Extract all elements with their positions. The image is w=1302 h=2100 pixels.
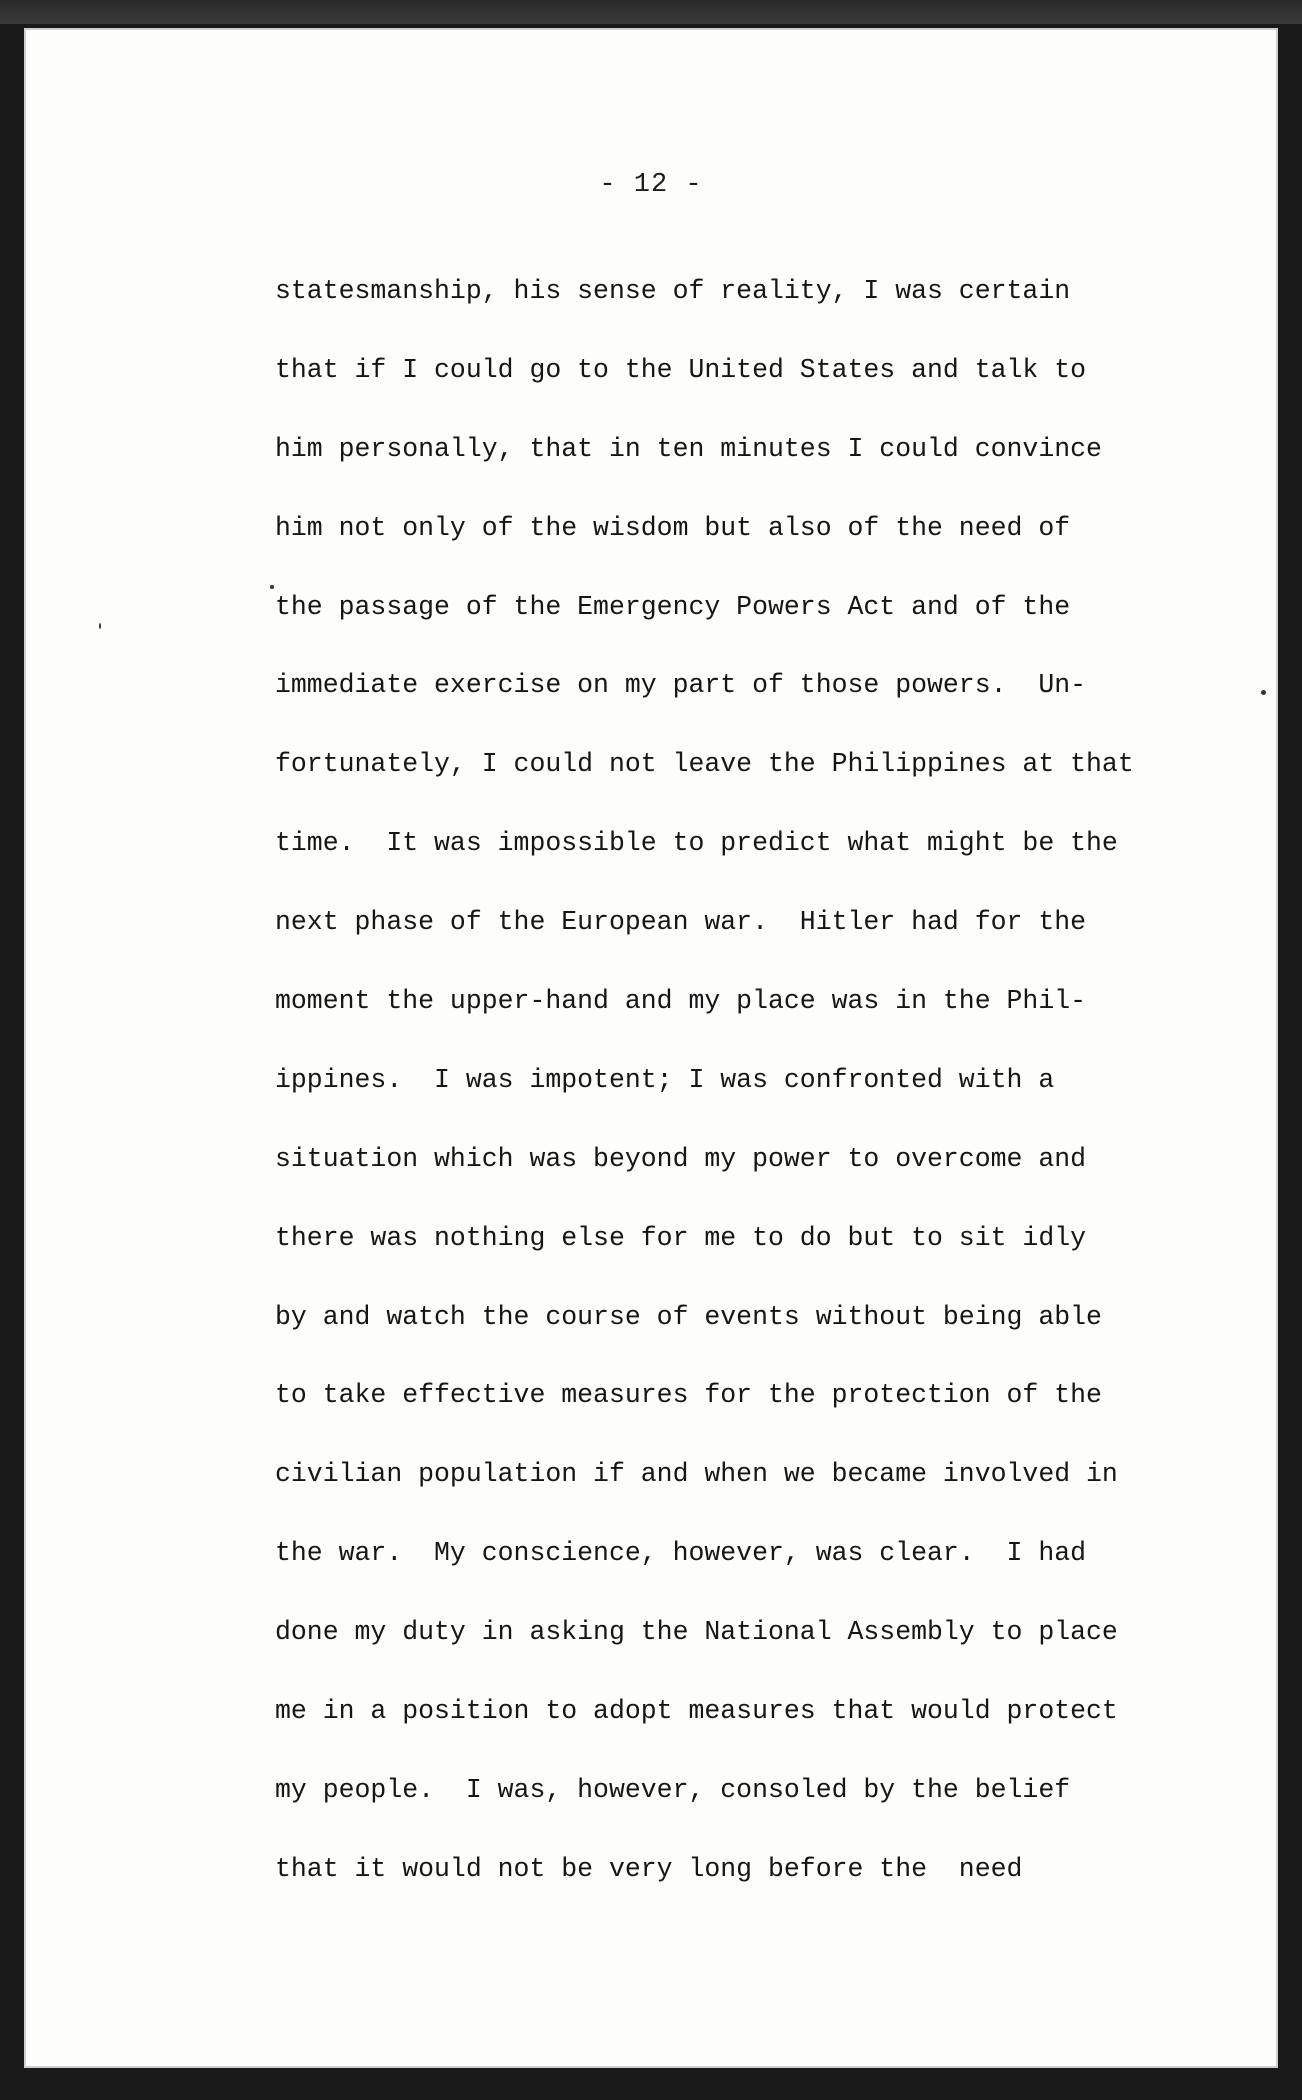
text-line: that if I could go to the United States and talk to — [275, 354, 1087, 385]
text-line: my people. I was, however, consoled by the belief — [275, 1774, 1071, 1805]
text-line: done my duty in asking the National Assembly to place — [275, 1617, 1118, 1648]
text-line: that it would not be very long before the need — [275, 1853, 1023, 1884]
text-line: moment the upper-hand and my place was in the Phil- — [275, 986, 1087, 1017]
text-line: immediate exercise on my part of those powers. Un- — [275, 670, 1087, 701]
document-page — [24, 28, 1278, 2068]
text-line: me in a position to adopt measures that would protect — [275, 1696, 1118, 1727]
text-line: situation which was beyond my power to overcome and — [275, 1143, 1087, 1174]
text-line: him not only of the wisdom but also of the need of — [275, 512, 1071, 543]
text-line: next phase of the European war. Hitler had for the — [275, 907, 1087, 938]
paper-speck — [270, 585, 274, 589]
text-line: there was nothing else for me to do but to sit idly — [275, 1222, 1087, 1253]
text-line: ippines. I was impotent; I was confronted with a — [275, 1064, 1055, 1095]
page-number: - 12 - — [599, 170, 703, 200]
text-line: the passage of the Emergency Powers Act and of the — [275, 591, 1071, 622]
text-line: him personally, that in ten minutes I could convince — [275, 433, 1102, 464]
body-text — [275, 276, 1175, 1933]
text-line: by and watch the course of events without being able — [275, 1301, 1102, 1332]
text-line: the war. My conscience, however, was clear. I had — [275, 1538, 1087, 1569]
scan-border — [0, 0, 1302, 24]
paper-speck — [1261, 690, 1266, 695]
text-line: time. It was impossible to predict what might be the — [275, 828, 1118, 859]
text-line: statesmanship, his sense of reality, I was certain — [275, 276, 1071, 306]
paper-speck — [99, 623, 101, 629]
text-line: to take effective measures for the protection of the — [275, 1380, 1102, 1411]
text-line: fortunately, I could not leave the Philippines at that — [275, 749, 1134, 780]
text-line: civilian population if and when we became involved in — [275, 1459, 1118, 1490]
